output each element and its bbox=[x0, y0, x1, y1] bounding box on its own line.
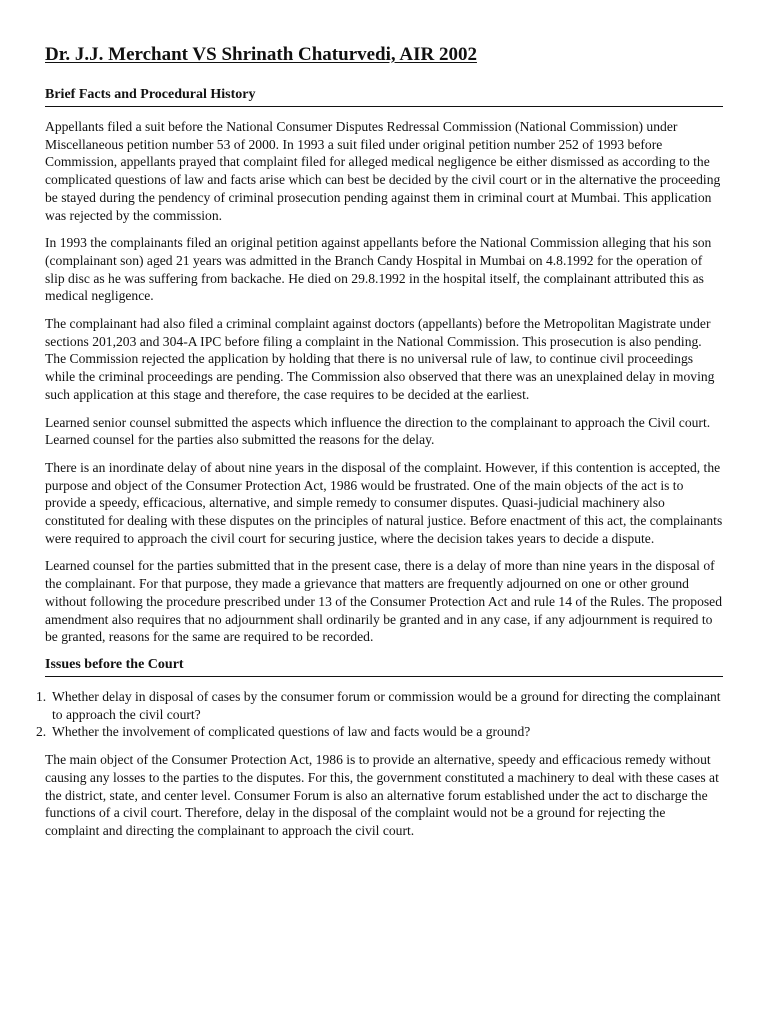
issues-heading: Issues before the Court bbox=[45, 656, 723, 677]
facts-paragraph-1: Appellants filed a suit before the National Consumer Disputes Redressal Commission (National Commission) under Miscellaneous petition number 53 of 2000. In 1993 a suit filed under original petition number 252 of 1993 before Commission, appellants prayed that complaint filed for alleged medical negligence be either dismissed as according to the complicated questions of law and facts arise which can best be decided by the civil court or in the alternative the proceeding be stayed during the pendency of criminal prosecution pending against them in criminal court at Mumbai. This application was rejected by the commission. bbox=[45, 119, 721, 223]
issue-number: 2. bbox=[36, 724, 47, 740]
facts-paragraph-4: Learned senior counsel submitted the aspects which influence the direction to the complainant to approach the Civil court. Learned counsel for the parties also submitted the reasons for the delay. bbox=[45, 414, 711, 448]
issue-text: Whether the involvement of complicated questions of law and facts would be a ground? bbox=[52, 724, 531, 740]
issues-paragraph-1: The main object of the Consumer Protection Act, 1986 is to provide an alternative, speedy and efficacious remedy without causing any losses to the parties to the disputes. For this, the government constituted a machinery to deal with these cases at the district, state, and center level. Consumer Forum is also an alternative forum established under the act to discharge the functions of a civil court. Therefore, delay in the disposal of the complaint would not be a ground for rejecting the complaint and directing the complainant to approach the civil court. bbox=[45, 752, 719, 838]
issue-number: 1. bbox=[36, 688, 47, 704]
facts-paragraph-3: The complainant had also filed a criminal complaint against doctors (appellants) before the Metropolitan Magistrate under sections 201,203 and 304-A IPC before filing a complaint in the National Commission. This prosecution is also pending. The Commission rejected the application by holding that there is no universal rule of law, to continue civil proceedings while the criminal proceedings are pending. The Commission also observed that there was an unexplained delay in moving such application at this stage and therefore, the case requires to be decided at the earliest. bbox=[45, 316, 715, 402]
issues-list bbox=[36, 688, 723, 741]
issue-text: Whether delay in disposal of cases by the consumer forum or commission would be a ground for directing the complainant to approach the civil court? bbox=[52, 688, 721, 722]
brief-facts-section bbox=[45, 86, 723, 646]
issues-section bbox=[36, 656, 723, 840]
document-title: Dr. J.J. Merchant VS Shrinath Chaturvedi, AIR 2002 bbox=[45, 44, 477, 65]
facts-paragraph-5: There is an inordinate delay of about nine years in the disposal of the complaint. However, if this contention is accepted, the purpose and object of the Consumer Protection Act, 1986 would be frustrated. One of the main objects of the act is to provide a speedy, efficacious, alternative, and simple remedy to consumer disputes. Quasi-judicial machinery also constituted for dealing with these disputes on the principles of natural justice. Before enactment of this act, the complainants were required to approach the civil court for securing justice, where the decision takes years to decide a dispute. bbox=[45, 459, 723, 546]
document-page bbox=[36, 44, 723, 850]
facts-paragraph-2: In 1993 the complainants filed an original petition against appellants before the National Commission alleging that his son (complainant son) aged 21 years was admitted in the Branch Candy Hospital in Mumbai on 4.8.1992 for the operation of slip disc as he was suffering from backache. He died on 29.8.1992 in the hospital itself, the complainant attributed this as medical negligence. bbox=[45, 235, 712, 304]
facts-paragraph-6: Learned counsel for the parties submitted that in the present case, there is a delay of more than nine years in the disposal of the complainant. For that purpose, they made a grievance that matters are frequently adjourned on one or other ground without following the procedure prescribed under 13 of the Consumer Protection Act and rule 14 of the Rules. The proposed amendment also requires that no adjournment shall ordinarily be granted and in any case, if any adjournment is required to be granted, reasons for the same are required to be recorded. bbox=[45, 558, 723, 645]
brief-facts-heading: Brief Facts and Procedural History bbox=[45, 86, 723, 107]
issue-item bbox=[36, 688, 723, 723]
issue-item bbox=[36, 723, 723, 741]
